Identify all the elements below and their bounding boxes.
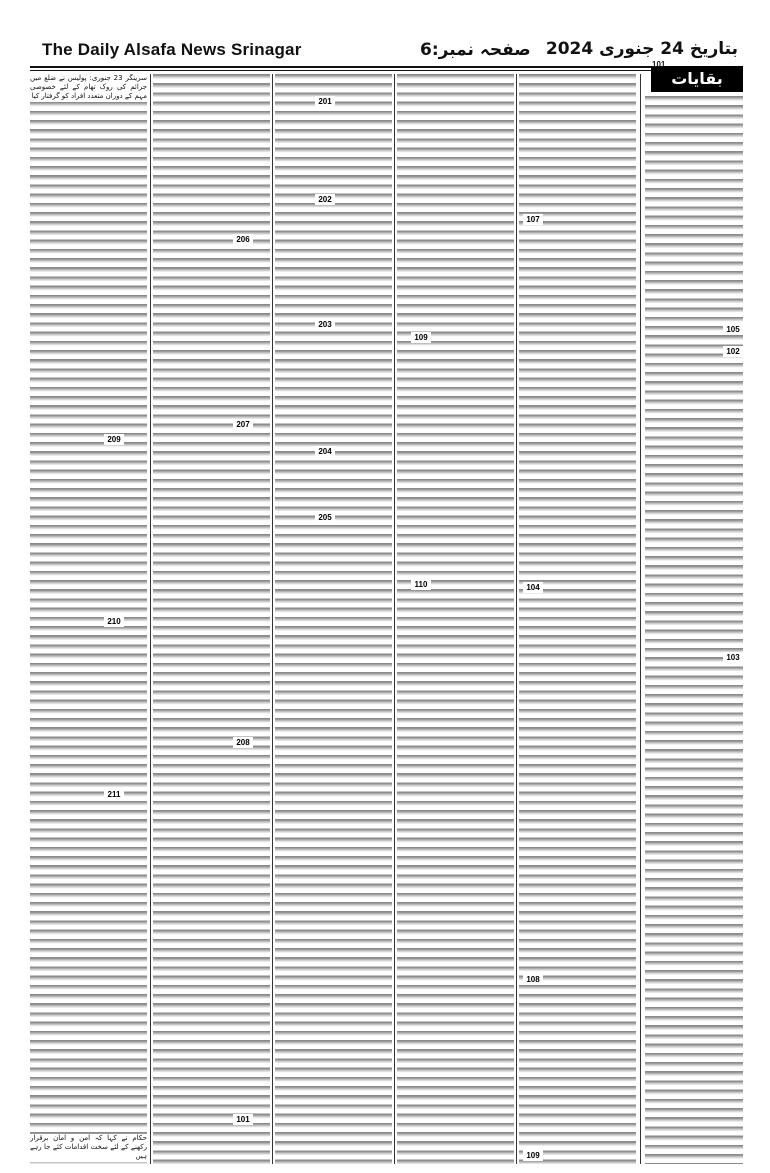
section-banner: بقایات xyxy=(651,66,743,92)
urdu-text-block xyxy=(397,74,514,1164)
continuation-number: 101 xyxy=(233,1114,253,1125)
column-1 xyxy=(645,96,743,1164)
continuation-number: 207 xyxy=(233,419,253,430)
column-2 xyxy=(519,74,636,1164)
continuation-number: 201 xyxy=(315,96,335,107)
issue-date: بتاریخ 24 جنوری 2024 xyxy=(545,39,738,59)
continuation-number: 206 xyxy=(233,234,253,245)
column-divider xyxy=(640,74,641,1164)
continuation-number: 109 xyxy=(411,332,431,343)
column-divider xyxy=(516,74,517,1164)
continuation-number: 110 xyxy=(411,579,431,590)
continuation-number: 209 xyxy=(104,434,124,445)
continuation-number: 105 xyxy=(723,324,743,335)
continuation-number: 101 xyxy=(652,60,666,69)
urdu-text-block xyxy=(30,74,147,1164)
continuation-number: 211 xyxy=(104,789,124,800)
column-divider xyxy=(394,74,395,1164)
column-lead-text: سرینگر 23 جنوری: پولیس نے ضلع میں جرائم کی روک تھام کے لئے خصوصی مہم کے دوران متعدد افراد کو گرفتار کیا xyxy=(30,74,147,101)
column-4 xyxy=(275,74,392,1164)
header-rule xyxy=(30,66,742,68)
header-rule-thin xyxy=(30,70,742,71)
continuation-number: 205 xyxy=(315,512,335,523)
continuation-number: 107 xyxy=(523,214,543,225)
newspaper-name: The Daily Alsafa News Srinagar xyxy=(42,40,302,59)
column-end-text: حکام نے کہا کہ امن و امان برقرار رکھنے کے لئے سخت اقدامات کئے جا رہے ہیں xyxy=(30,1134,147,1161)
continuation-number: 108 xyxy=(523,974,543,985)
column-divider xyxy=(150,74,151,1164)
continuation-number: 104 xyxy=(523,582,543,593)
page-number: صفحہ نمبر:6 xyxy=(420,40,531,60)
column-6 xyxy=(30,74,147,1164)
column-3 xyxy=(397,74,514,1164)
continuation-number: 202 xyxy=(315,194,335,205)
column-divider xyxy=(272,74,273,1164)
urdu-text-block xyxy=(519,74,636,1164)
continuation-number: 102 xyxy=(723,346,743,357)
column-5 xyxy=(153,74,270,1164)
continuation-number: 210 xyxy=(104,616,124,627)
continuation-number: 103 xyxy=(723,652,743,663)
continuation-number: 109 xyxy=(523,1150,543,1161)
masthead xyxy=(30,36,742,66)
continuation-number: 208 xyxy=(233,737,253,748)
urdu-text-block xyxy=(275,74,392,1164)
continuation-number: 204 xyxy=(315,446,335,457)
continuation-number: 203 xyxy=(315,319,335,330)
urdu-text-block xyxy=(645,96,743,1164)
